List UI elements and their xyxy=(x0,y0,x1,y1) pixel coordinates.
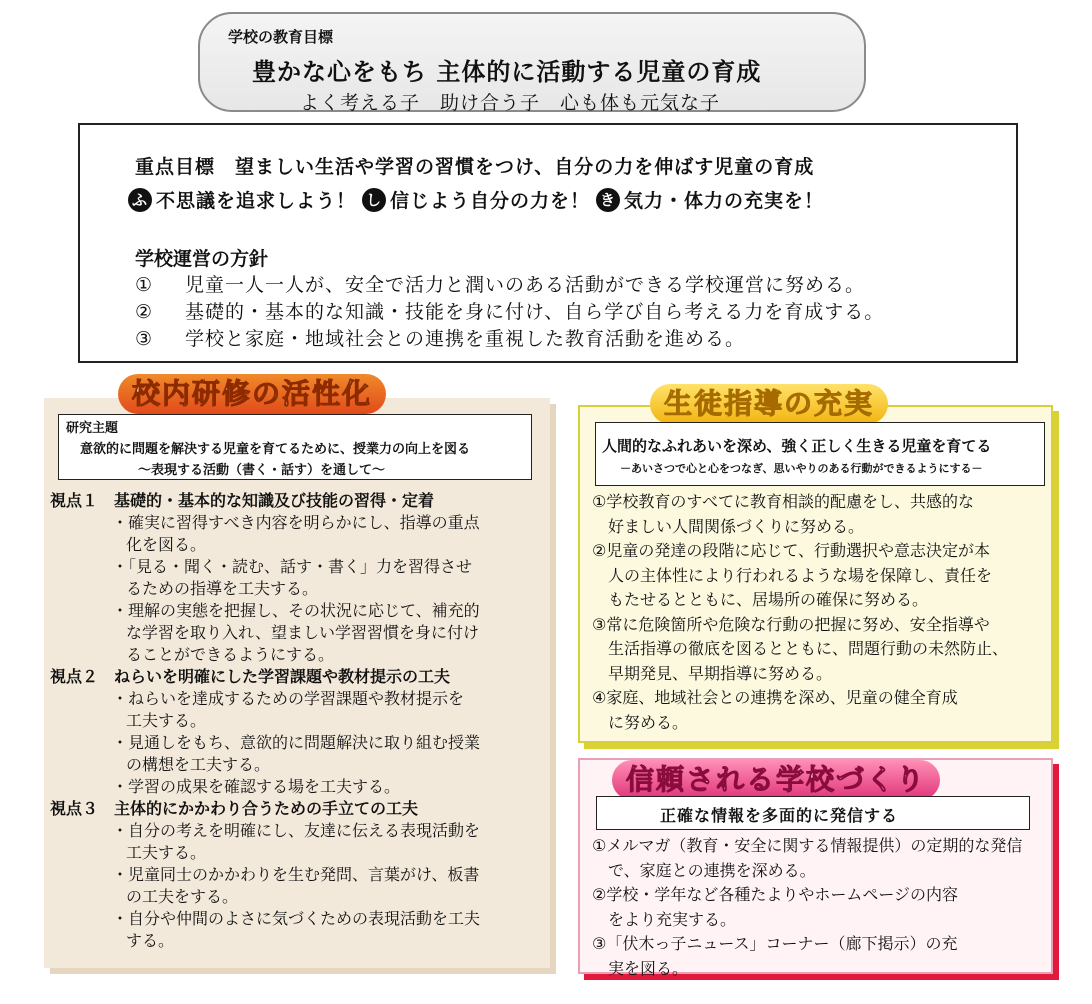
viewpoint-item: ・ねらいを達成するための学習課題や教材提示を xyxy=(112,689,465,708)
viewpoint-item: ・自分の考えを明確にし、友達に伝える表現活動を xyxy=(112,821,481,840)
guidance-item: ①学校教育のすべてに教育相談的配慮をし、共感的な xyxy=(592,492,975,511)
policy-number: ③ xyxy=(135,328,154,350)
guidance-item: 好ましい人間関係づくりに努める。 xyxy=(592,516,865,536)
viewpoint-title: 視点１ 基礎的・基本的な知識及び技能の習得・定着 xyxy=(50,491,435,510)
slogan-text: 不思議を追求しよう！ xyxy=(156,190,357,212)
viewpoint-title: 視点２ ねらいを明確にした学習課題や教材提示の工夫 xyxy=(50,667,451,686)
guidance-item: 早期発見、早期指導に努める。 xyxy=(592,663,833,683)
slogan-text: 信じよう自分の力を！ xyxy=(390,190,591,212)
trust-item: ②学校・学年など各種たよりやホームページの内容 xyxy=(592,885,959,904)
viewpoint-item: ・学習の成果を確認する場を工夫する。 xyxy=(112,777,401,796)
goal-main-text: 豊かな心をもち 主体的に活動する児童の育成 xyxy=(252,58,762,86)
slogan-row xyxy=(122,186,824,213)
viewpoint-list xyxy=(50,490,480,952)
viewpoint-item: 工夫する。 xyxy=(126,843,207,862)
viewpoint-item: ・自分や仲間のよさに気づくための表現活動を工夫 xyxy=(112,909,481,928)
guidance-item: もたせるとともに、居場所の確保に努める。 xyxy=(592,590,929,609)
ki-circle-icon: き xyxy=(596,188,620,212)
guidance-item: に努める。 xyxy=(592,712,689,732)
trust-item: ③「伏木っ子ニュース」コーナー（廊下掲示）の充 xyxy=(592,934,958,953)
policy-text: 学校と家庭・地域社会との連携を重視した教育活動を進める。 xyxy=(185,328,746,350)
training-heading: 校内研修の活性化 xyxy=(118,374,386,414)
trust-item: ①メルマガ（教育・安全に関する情報提供）の定期的な発信 xyxy=(592,836,1023,855)
policy-item xyxy=(135,297,884,324)
goal-sub-text: よく考える子 助け合う子 心も体も元気な子 xyxy=(300,92,721,114)
guidance-subtheme: －あいさつで心と心をつなぎ、思いやりのある行動ができるようにする－ xyxy=(620,462,983,475)
slogan-text: 気力・体力の充実を！ xyxy=(624,190,825,212)
viewpoint-item: 化を図る。 xyxy=(126,535,207,554)
policy-text: 児童一人一人が、安全で活力と潤いのある活動ができる学校運営に努める。 xyxy=(185,274,866,296)
viewpoint-item: ・「見る・聞く・読む、話す・書く」力を習得させ xyxy=(112,557,473,576)
viewpoint-item: する。 xyxy=(126,931,175,950)
guidance-heading: 生徒指導の充実 xyxy=(650,384,888,424)
viewpoint-item: の工夫をする。 xyxy=(126,887,239,906)
research-subtheme: ～表現する活動（書く・話す）を通して～ xyxy=(138,463,386,478)
viewpoint-item: ることができるようにする。 xyxy=(126,645,335,664)
guidance-item: ③常に危険箇所や危険な行動の把握に努め、安全指導や xyxy=(592,614,990,634)
research-theme: 意欲的に問題を解決する児童を育てるために、授業力の向上を図る xyxy=(80,442,471,457)
policy-item xyxy=(135,324,745,351)
viewpoint-item: ・理解の実態を把握し、その状況に応じて、補充的 xyxy=(112,601,480,620)
trust-heading: 信頼される学校づくり xyxy=(612,760,940,800)
viewpoint-item: の構想を工夫する。 xyxy=(126,755,271,774)
focus-title: 重点目標 望ましい生活や学習の習慣をつけ、自分の力を伸ばす児童の育成 xyxy=(135,156,815,178)
guidance-item: 生活指導の徹底を図るとともに、問題行動の未然防止、 xyxy=(592,639,1009,658)
fu-circle-icon: ふ xyxy=(128,188,152,212)
trust-item: で、家庭との連携を深める。 xyxy=(592,860,816,880)
guidance-list xyxy=(592,490,1008,735)
research-label: 研究主題 xyxy=(66,421,119,436)
guidance-item: ②児童の発達の段階に応じて、行動選択や意志決定が本 xyxy=(592,541,991,560)
trust-item: 実を図る。 xyxy=(592,958,689,978)
policy-number: ① xyxy=(135,274,154,296)
goal-label: 学校の教育目標 xyxy=(228,28,334,46)
viewpoint-item: ・児童同士のかかわりを生む発問、言葉がけ、板書 xyxy=(112,865,480,884)
viewpoint-item: な学習を取り入れ、望ましい学習習慣を身に付け xyxy=(126,623,479,642)
viewpoint-item: るための指導を工夫する。 xyxy=(126,579,319,598)
policy-text: 基礎的・基本的な知識・技能を身に付け、自ら学び自ら考える力を育成する。 xyxy=(185,301,885,323)
trust-item: をより充実する。 xyxy=(592,909,737,929)
guidance-item: 人の主体性により行われるような場を保障し、責任を xyxy=(592,565,993,585)
trust-theme: 正確な情報を多面的に発信する xyxy=(660,806,899,825)
policy-title: 学校運営の方針 xyxy=(135,248,269,270)
viewpoint-item: ・見通しをもち、意欲的に問題解決に取り組む授業 xyxy=(112,733,481,752)
viewpoint-title: 視点３ 主体的にかかわり合うための手立ての工夫 xyxy=(50,799,419,818)
guidance-item: ④家庭、地域社会との連携を深め、児童の健全育成 xyxy=(592,688,958,707)
policy-item xyxy=(135,270,865,297)
guidance-theme: 人間的なふれあいを深め、強く正しく生きる児童を育てる xyxy=(602,437,992,455)
shi-circle-icon: し xyxy=(362,188,386,212)
trust-list xyxy=(592,834,1022,981)
viewpoint-item: ・確実に習得すべき内容を明らかにし、指導の重点 xyxy=(112,513,480,532)
viewpoint-item: 工夫する。 xyxy=(126,711,207,730)
policy-number: ② xyxy=(135,301,154,323)
